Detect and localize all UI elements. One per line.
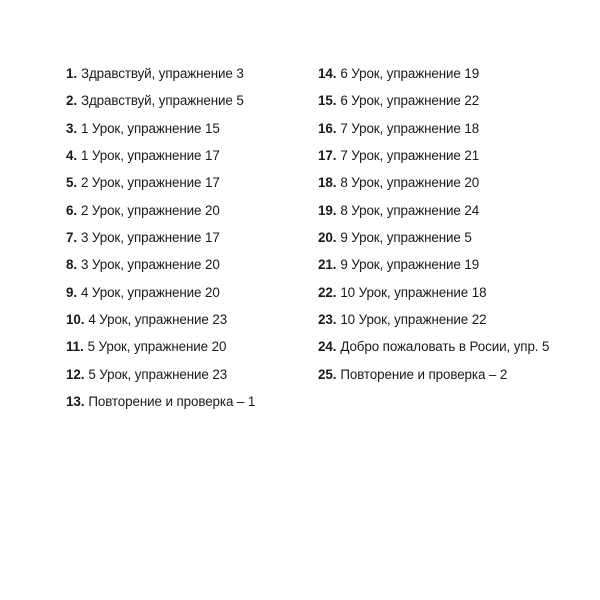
list-item	[66, 337, 255, 364]
item-title: 7 Урок, упражнение 21	[340, 148, 480, 164]
item-title: 10 Урок, упражнение 22	[340, 312, 487, 328]
list-item	[66, 255, 255, 282]
list-item	[318, 365, 549, 392]
list-item	[318, 119, 549, 146]
item-title: Повторение и проверка – 1	[88, 394, 256, 410]
item-title: 9 Урок, упражнение 5	[340, 230, 472, 246]
item-number: 3.	[66, 120, 77, 136]
item-title: Повторение и проверка – 2	[340, 366, 508, 382]
item-number: 22.	[318, 284, 337, 300]
item-title: 5 Урок, упражнение 20	[87, 339, 227, 355]
item-title: 5 Урок, упражнение 23	[88, 366, 228, 382]
list-item	[66, 201, 255, 228]
item-title: 6 Урок, упражнение 19	[340, 66, 480, 81]
item-number: 18.	[318, 175, 337, 191]
list-item	[318, 337, 549, 364]
item-title: Здравствуй, упражнение 5	[80, 93, 244, 109]
list-item	[318, 201, 549, 228]
item-title: Здравствуй, упражнение 3	[80, 66, 244, 81]
item-number: 9.	[66, 284, 77, 300]
item-number: 25.	[318, 366, 337, 382]
list-item	[318, 173, 549, 200]
list-item	[318, 146, 549, 173]
item-number: 23.	[318, 312, 337, 328]
list-item	[318, 310, 549, 337]
list-item	[318, 255, 549, 282]
item-title: 4 Урок, упражнение 20	[80, 284, 220, 300]
item-title: 10 Урок, упражнение 18	[340, 284, 487, 300]
item-title: 9 Урок, упражнение 19	[340, 257, 480, 273]
item-title: 7 Урок, упражнение 18	[340, 120, 480, 136]
item-number: 11.	[66, 339, 84, 355]
list-item	[66, 64, 255, 91]
list-item	[66, 91, 255, 118]
item-number: 20.	[318, 230, 337, 246]
track-list-left-column	[66, 64, 255, 419]
item-title: 6 Урок, упражнение 22	[340, 93, 480, 109]
list-item	[318, 64, 549, 91]
list-item	[66, 365, 255, 392]
item-number: 1.	[66, 66, 77, 81]
list-item	[318, 283, 549, 310]
item-title: Добро пожаловать в Росии, упр. 5	[340, 339, 550, 355]
item-number: 19.	[318, 202, 337, 218]
item-title: 8 Урок, упражнение 20	[340, 175, 480, 191]
item-title: 1 Урок, упражнение 15	[80, 120, 220, 136]
item-number: 14.	[318, 66, 337, 81]
item-number: 15.	[318, 93, 337, 109]
item-title: 1 Урок, упражнение 17	[80, 148, 220, 164]
item-title: 2 Урок, упражнение 20	[80, 202, 220, 218]
item-number: 7.	[66, 230, 77, 246]
item-number: 24.	[318, 339, 337, 355]
list-item	[66, 228, 255, 255]
item-title: 3 Урок, упражнение 17	[80, 230, 220, 246]
list-item	[66, 119, 255, 146]
list-item	[318, 91, 549, 118]
list-item	[66, 173, 255, 200]
item-title: 4 Урок, упражнение 23	[88, 312, 228, 328]
item-number: 2.	[66, 93, 77, 109]
item-number: 12.	[66, 366, 85, 382]
list-item	[66, 392, 255, 419]
item-number: 4.	[66, 148, 77, 164]
list-item	[318, 228, 549, 255]
list-item	[66, 283, 255, 310]
item-title: 3 Урок, упражнение 20	[80, 257, 220, 273]
list-item	[66, 146, 255, 173]
track-list-right-column	[318, 64, 549, 392]
item-number: 6.	[66, 202, 77, 218]
item-number: 21.	[318, 257, 337, 273]
item-number: 8.	[66, 257, 77, 273]
item-number: 17.	[318, 148, 337, 164]
item-number: 16.	[318, 120, 337, 136]
list-item	[66, 310, 255, 337]
item-title: 2 Урок, упражнение 17	[80, 175, 220, 191]
item-number: 10.	[66, 312, 85, 328]
item-title: 8 Урок, упражнение 24	[340, 202, 480, 218]
item-number: 5.	[66, 175, 77, 191]
item-number: 13.	[66, 394, 85, 410]
